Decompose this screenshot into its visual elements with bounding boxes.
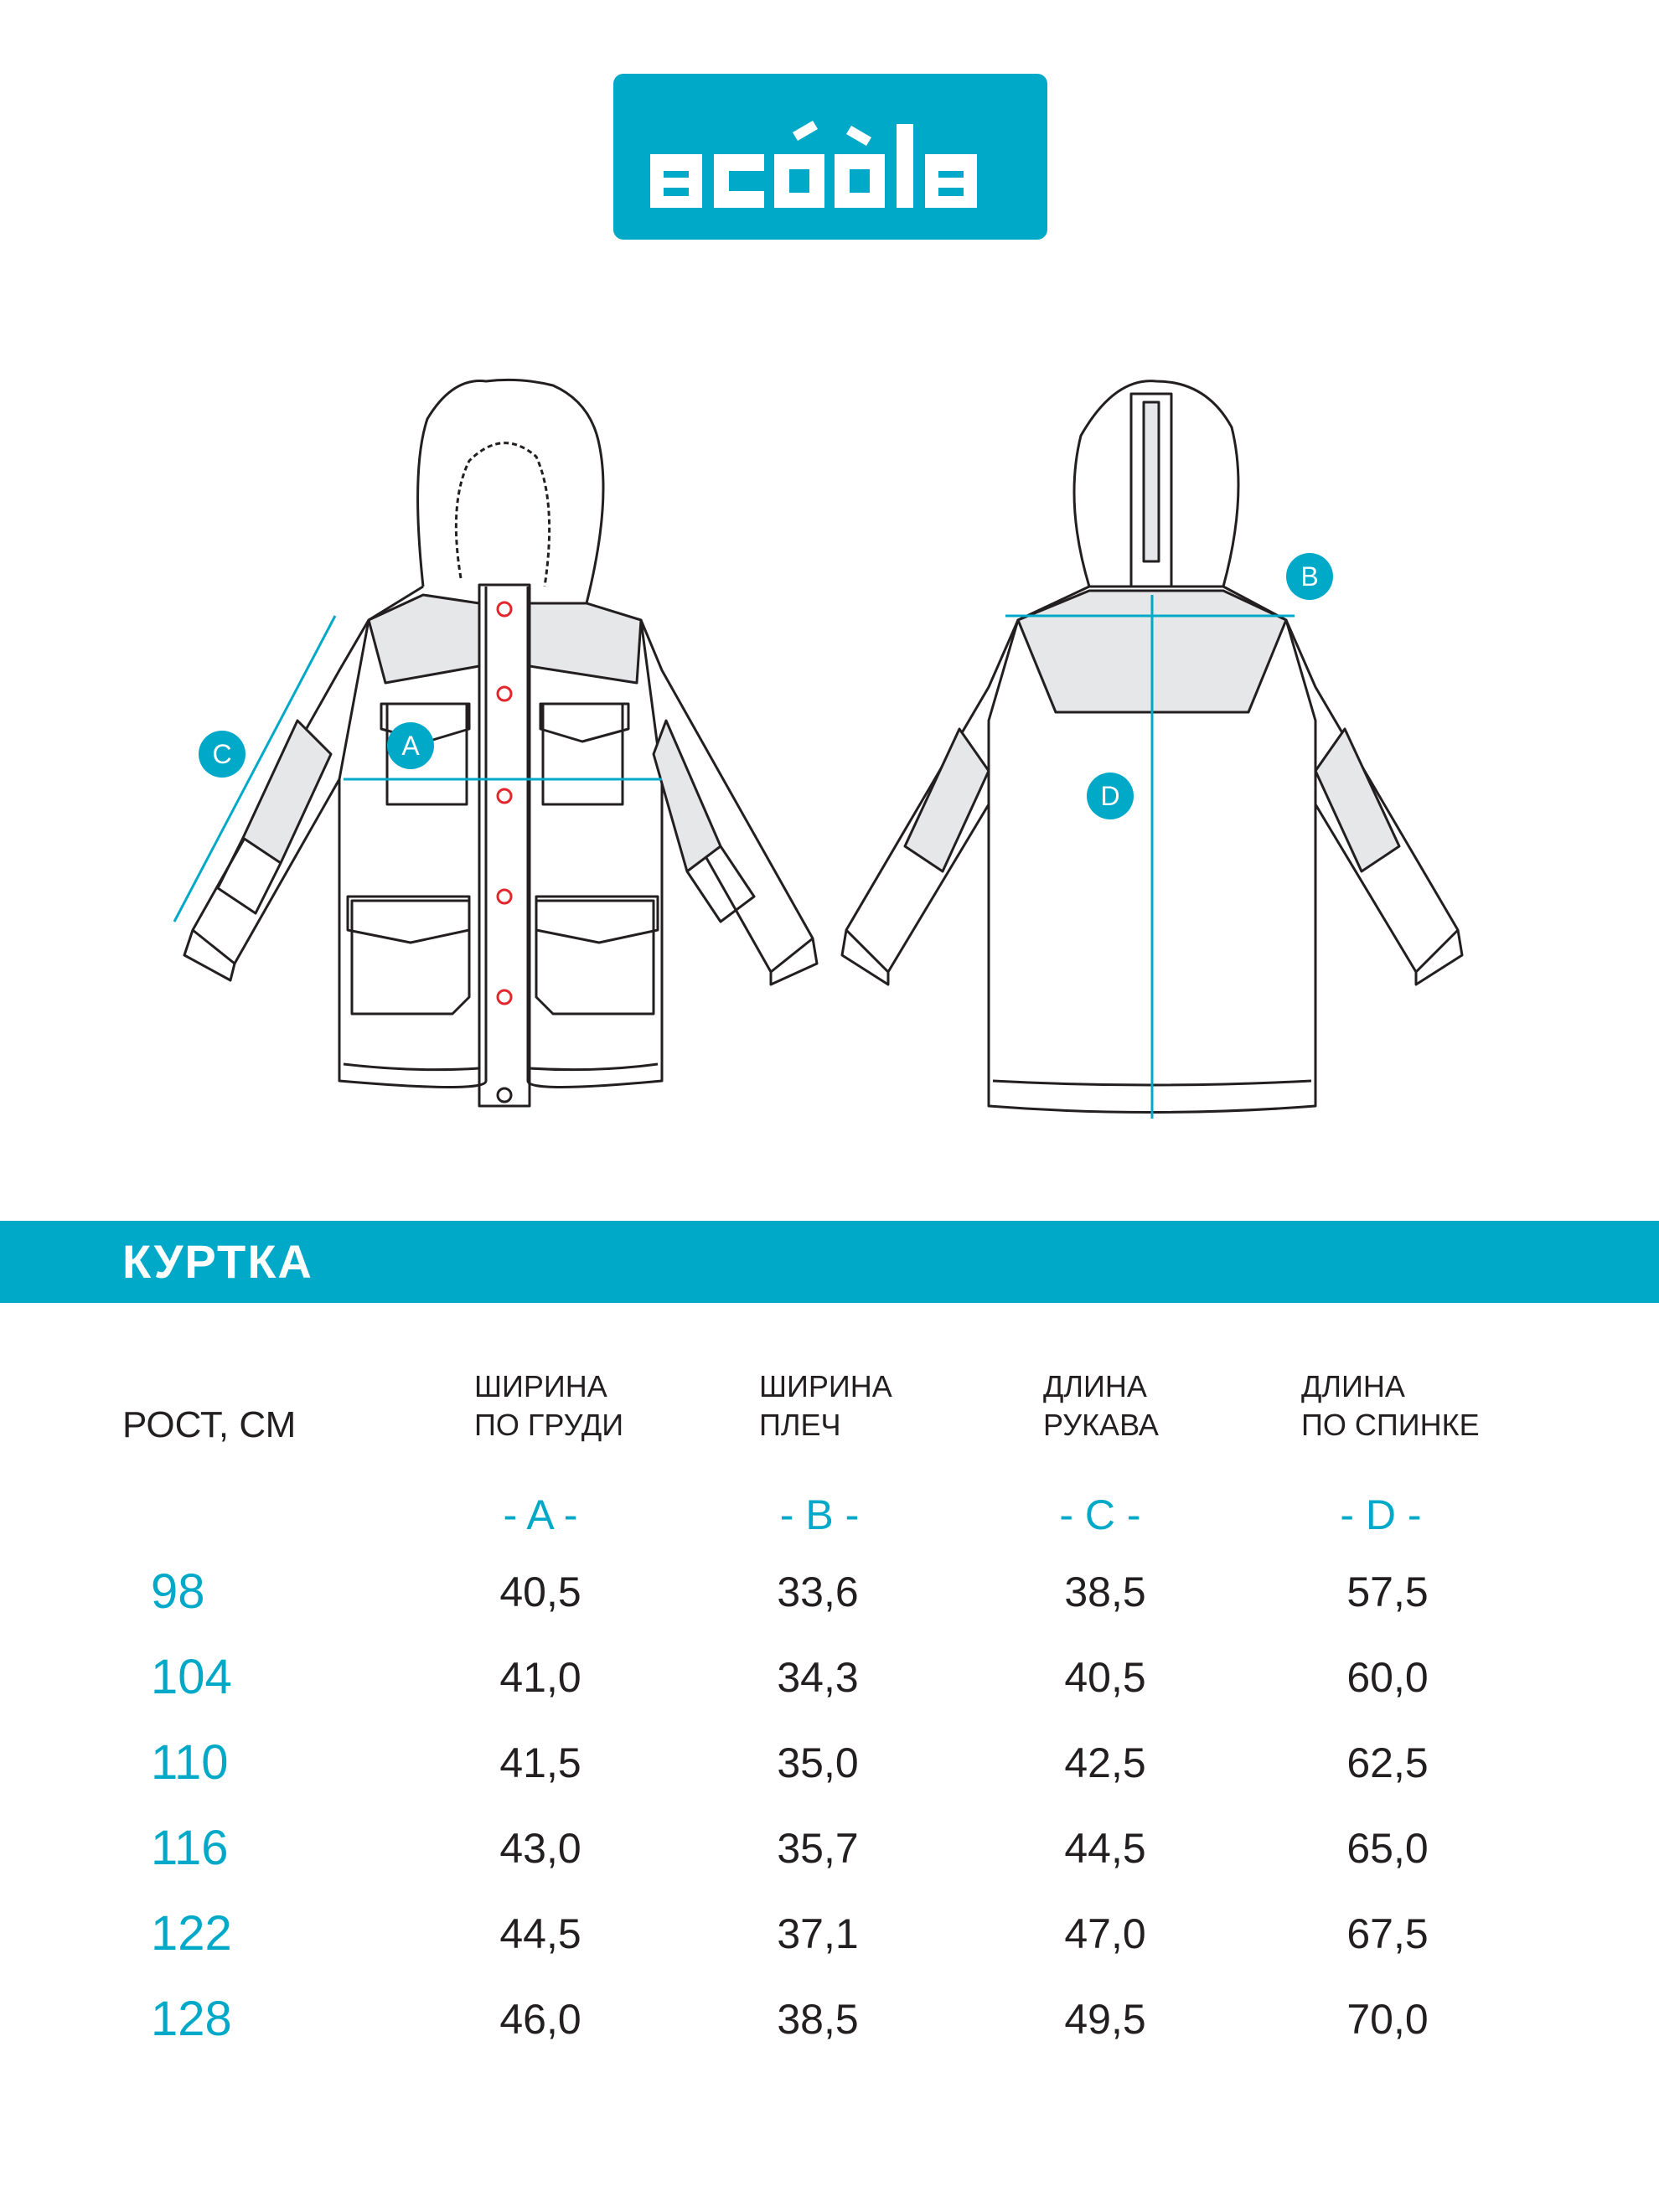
table-row — [0, 1990, 1659, 2065]
cell-shoulder-width: 38,5 — [777, 1996, 859, 2043]
marker-c-label: C — [212, 739, 232, 769]
cell-sleeve-length: 42,5 — [1064, 1739, 1146, 1786]
logo-wordmark — [613, 74, 1047, 240]
cell-back-length: 57,5 — [1346, 1569, 1429, 1615]
row-height: 110 — [151, 1735, 229, 1790]
cell-shoulder-width: 37,1 — [777, 1910, 859, 1957]
cell-chest-width: 43,0 — [499, 1825, 581, 1872]
column-letter-d: - D - — [1340, 1491, 1422, 1538]
column-header-back-length: ДЛИНА ПО СПИНКЕ — [1301, 1369, 1480, 1442]
cell-back-length: 65,0 — [1346, 1825, 1429, 1872]
height-column-header: РОСТ, СМ — [122, 1404, 297, 1445]
cell-shoulder-width: 35,0 — [777, 1739, 859, 1786]
column-letter-c: - C - — [1059, 1491, 1141, 1538]
cell-chest-width: 46,0 — [499, 1996, 581, 2043]
cell-shoulder-width: 35,7 — [777, 1825, 859, 1872]
cell-chest-width: 44,5 — [499, 1910, 581, 1957]
cell-sleeve-length: 38,5 — [1064, 1569, 1146, 1615]
column-letter-b: - B - — [779, 1491, 860, 1538]
jacket-front-drawing — [184, 380, 817, 1106]
table-row — [0, 1734, 1659, 1809]
cell-back-length: 62,5 — [1346, 1739, 1429, 1786]
cell-back-length: 70,0 — [1346, 1996, 1429, 2043]
column-header-chest-width: ШИРИНА ПО ГРУДИ — [474, 1369, 624, 1442]
row-height: 98 — [151, 1564, 205, 1619]
cell-chest-width: 41,0 — [499, 1654, 581, 1701]
marker-b-label: B — [1300, 561, 1319, 592]
column-letter-a: - A - — [503, 1491, 578, 1538]
table-row — [0, 1648, 1659, 1724]
cell-back-length: 67,5 — [1346, 1910, 1429, 1957]
jacket-technical-drawings — [0, 352, 1659, 1190]
row-height: 128 — [151, 1992, 232, 2046]
cell-back-length: 60,0 — [1346, 1654, 1429, 1701]
cell-sleeve-length: 49,5 — [1064, 1996, 1146, 2043]
cell-chest-width: 41,5 — [499, 1739, 581, 1786]
row-height: 122 — [151, 1906, 232, 1961]
marker-d-label: D — [1100, 781, 1120, 811]
column-header-sleeve-length: ДЛИНА РУКАВА — [1043, 1369, 1159, 1442]
row-height: 116 — [151, 1821, 229, 1875]
table-row — [0, 1819, 1659, 1894]
marker-a-label: A — [401, 731, 420, 761]
cell-sleeve-length: 44,5 — [1064, 1825, 1146, 1872]
table-row — [0, 1904, 1659, 1980]
brand-logo — [613, 74, 1047, 240]
row-height: 104 — [151, 1650, 232, 1704]
cell-sleeve-length: 47,0 — [1064, 1910, 1146, 1957]
cell-shoulder-width: 33,6 — [777, 1569, 859, 1615]
table-row — [0, 1563, 1659, 1638]
cell-chest-width: 40,5 — [499, 1569, 581, 1615]
cell-sleeve-length: 40,5 — [1064, 1654, 1146, 1701]
cell-shoulder-width: 34,3 — [777, 1654, 859, 1701]
column-header-shoulder-width: ШИРИНА ПЛЕЧ — [759, 1369, 892, 1442]
section-title: КУРТКА — [122, 1235, 313, 1288]
